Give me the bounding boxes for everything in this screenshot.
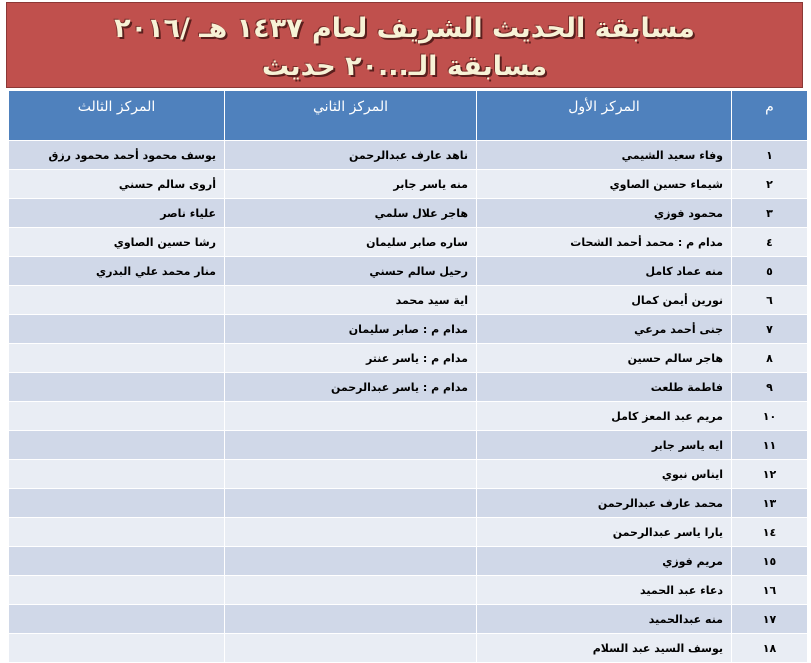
first-place-name: ايناس نبوي [477,460,732,489]
row-number: ١٦ [732,576,808,605]
title-banner [6,2,803,88]
second-place-name: هاجر علال سلمي [225,199,477,228]
row-number: ١٣ [732,489,808,518]
third-place-name [9,576,225,605]
row-number: ١٠ [732,402,808,431]
table-row [9,634,808,663]
table-row [9,228,808,257]
first-place-name: شيماء حسين الصاوي [477,170,732,199]
table-row [9,576,808,605]
second-place-name [225,402,477,431]
second-place-name: مدام م : صابر سليمان [225,315,477,344]
second-place-name [225,634,477,663]
row-number: ٤ [732,228,808,257]
first-place-name: يوسف السيد عبد السلام [477,634,732,663]
row-number: ٥ [732,257,808,286]
third-place-name [9,634,225,663]
third-place-name [9,286,225,315]
third-place-name [9,547,225,576]
first-place-name: ايه ياسر جابر [477,431,732,460]
row-number: ١٢ [732,460,808,489]
second-place-name [225,518,477,547]
header-second-place: المركز الثاني [225,91,477,141]
first-place-name: محمود فوزي [477,199,732,228]
row-number: ١٤ [732,518,808,547]
third-place-name: منار محمد علي البدري [9,257,225,286]
table-row [9,141,808,170]
first-place-name: محمد عارف عبدالرحمن [477,489,732,518]
table-row [9,431,808,460]
table-row [9,547,808,576]
row-number: ١٧ [732,605,808,634]
second-place-name [225,431,477,460]
third-place-name [9,518,225,547]
second-place-name [225,547,477,576]
first-place-name: مدام م : محمد أحمد الشحات [477,228,732,257]
first-place-name: مريم عبد المعز كامل [477,402,732,431]
row-number: ٦ [732,286,808,315]
third-place-name: رشا حسين الصاوي [9,228,225,257]
third-place-name [9,373,225,402]
second-place-name: ساره صابر سليمان [225,228,477,257]
second-place-name [225,460,477,489]
header-number: م [732,91,808,141]
second-place-name: رحيل سالم حسني [225,257,477,286]
row-number: ١٨ [732,634,808,663]
row-number: ١١ [732,431,808,460]
header-third-place: المركز الثالث [9,91,225,141]
first-place-name: جنى أحمد مرعي [477,315,732,344]
third-place-name [9,605,225,634]
first-place-name: يارا ياسر عبدالرحمن [477,518,732,547]
table-row [9,286,808,315]
row-number: ٢ [732,170,808,199]
third-place-name [9,431,225,460]
second-place-name: مدام م : ياسر عنتر [225,344,477,373]
table-body [9,141,808,663]
row-number: ٧ [732,315,808,344]
table-row [9,344,808,373]
table-row [9,518,808,547]
third-place-name [9,460,225,489]
second-place-name: مدام م : ياسر عبدالرحمن [225,373,477,402]
table-row [9,315,808,344]
row-number: ١٥ [732,547,808,576]
first-place-name: فاطمة طلعت [477,373,732,402]
table-row [9,170,808,199]
table-header-row [9,91,808,141]
first-place-name: نورين أيمن كمال [477,286,732,315]
table-row [9,257,808,286]
first-place-name: وفاء سعيد الشيمي [477,141,732,170]
table-row [9,373,808,402]
second-place-name [225,489,477,518]
first-place-name: منه عبدالحميد [477,605,732,634]
row-number: ٩ [732,373,808,402]
row-number: ٨ [732,344,808,373]
page-subtitle: مسابقة الـ...٢٠ حديث [261,51,548,82]
first-place-name: هاجر سالم حسين [477,344,732,373]
second-place-name [225,605,477,634]
third-place-name [9,344,225,373]
third-place-name: علياء ناصر [9,199,225,228]
second-place-name [225,576,477,605]
first-place-name: مريم فوزي [477,547,732,576]
table-row [9,199,808,228]
second-place-name: ناهد عارف عبدالرحمن [225,141,477,170]
first-place-name: منه عماد كامل [477,257,732,286]
third-place-name: أروى سالم حسني [9,170,225,199]
row-number: ١ [732,141,808,170]
winners-table [8,90,808,663]
third-place-name [9,402,225,431]
third-place-name: يوسف محمود أحمد محمود رزق [9,141,225,170]
table-row [9,402,808,431]
second-place-name: منه ياسر جابر [225,170,477,199]
first-place-name: دعاء عبد الحميد [477,576,732,605]
second-place-name: اية سيد محمد [225,286,477,315]
header-first-place: المركز الأول [477,91,732,141]
third-place-name [9,315,225,344]
table-row [9,605,808,634]
row-number: ٣ [732,199,808,228]
third-place-name [9,489,225,518]
page-title: مسابقة الحديث الشريف لعام ١٤٣٧ هـ /٢٠١٦ [114,13,695,44]
table-row [9,489,808,518]
table-row [9,460,808,489]
